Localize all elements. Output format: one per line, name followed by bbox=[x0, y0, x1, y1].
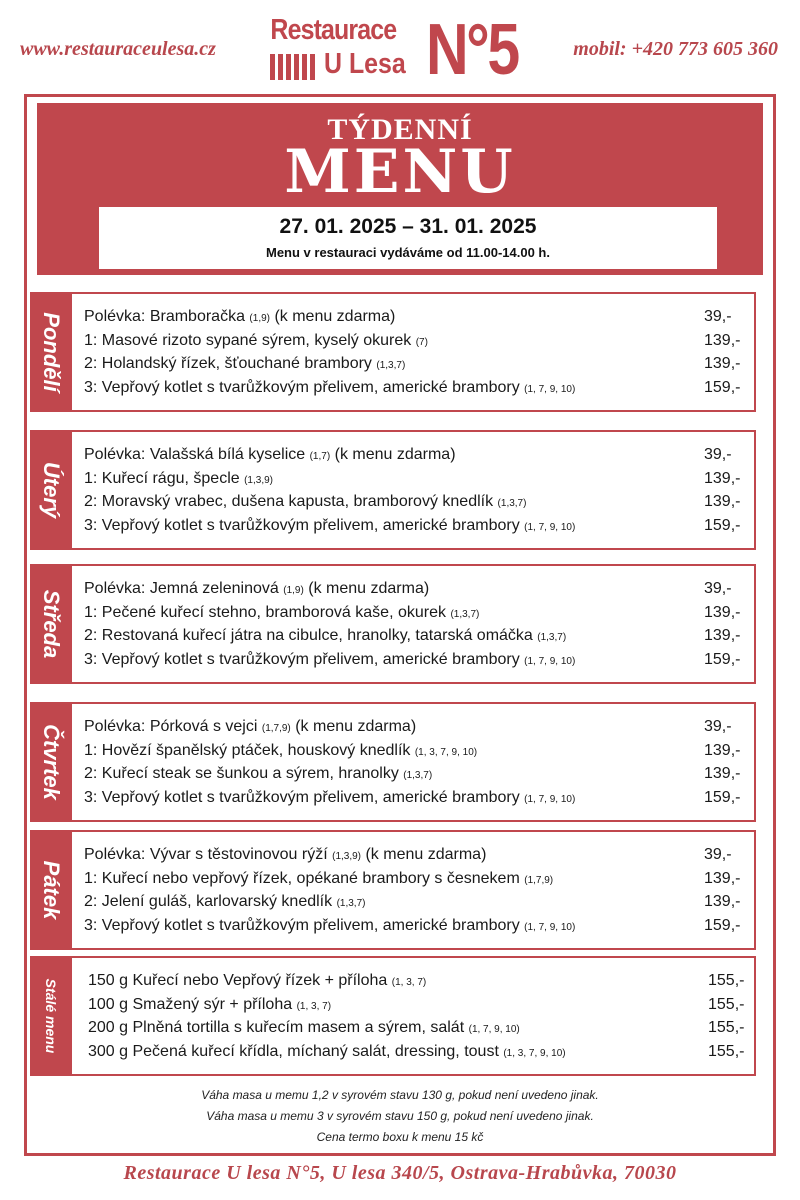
price: 139,- bbox=[704, 469, 741, 487]
phone-number: mobil: +420 773 605 360 bbox=[573, 38, 778, 60]
dish-note: (k menu zdarma) bbox=[334, 446, 456, 463]
banner-title-top: TÝDENNÍ bbox=[327, 113, 473, 146]
menu-item bbox=[84, 493, 744, 517]
menu-item bbox=[84, 604, 744, 628]
standing-menu-section bbox=[30, 956, 756, 1076]
serving-hours: Menu v restauraci vydáváme od 11.00-14.00 h. bbox=[266, 245, 550, 260]
menu-item bbox=[84, 893, 744, 917]
dish-name: 3: Vepřový kotlet s tvarůžkovým přelivem, americké brambory bbox=[84, 516, 520, 534]
dish-name: Polévka: Vývar s těstovinovou rýží bbox=[84, 846, 328, 863]
dish-name: 300 g Pečená kuřecí křídla, míchaný salát, dressing, toust bbox=[88, 1042, 499, 1060]
price: 139,- bbox=[704, 603, 741, 621]
menu-item bbox=[84, 846, 744, 870]
price: 159,- bbox=[704, 650, 741, 668]
day-tab bbox=[30, 956, 72, 1076]
menu-item bbox=[88, 1043, 744, 1067]
day-label: Úterý bbox=[39, 461, 64, 519]
price: 159,- bbox=[704, 516, 741, 534]
allergens: (1,9) bbox=[283, 585, 304, 596]
dish-name: 1: Kuřecí nebo vepřový řízek, opékané brambory s česnekem bbox=[84, 869, 520, 887]
price: 155,- bbox=[708, 972, 745, 989]
banner-title-main: MENU bbox=[284, 137, 516, 207]
dish-name: 150 g Kuřecí nebo Vepřový řízek + příloha bbox=[88, 972, 388, 989]
menu-item bbox=[84, 446, 744, 470]
allergens: (1,7,9) bbox=[524, 874, 554, 886]
allergens: (1,3,9) bbox=[244, 474, 273, 486]
meat-weight-note-1: Váha masa u memu 1,2 v syrovém stavu 130 g, pokud není uvedeno jinak. bbox=[201, 1088, 599, 1102]
dish-note: (k menu zdarma) bbox=[365, 846, 487, 863]
allergens: (1,3,7) bbox=[376, 360, 406, 371]
allergens: (1,9) bbox=[249, 313, 270, 324]
menu-item bbox=[84, 870, 744, 894]
day-label: Středa bbox=[39, 589, 64, 659]
price: 39,- bbox=[704, 718, 732, 735]
allergens: (1, 7, 9, 10) bbox=[524, 793, 576, 805]
dish-name: 200 g Plněná tortilla s kuřecím masem a sýrem, salát bbox=[88, 1019, 465, 1036]
logo-number: N°5 bbox=[426, 10, 518, 90]
dish-name: Polévka: Valašská bílá kyselice bbox=[84, 446, 306, 463]
day-section-utery bbox=[30, 430, 756, 550]
dish-name: 2: Holandský řízek, šťouchané brambory bbox=[84, 355, 372, 372]
price: 139,- bbox=[704, 869, 741, 887]
website-url[interactable]: www.restauraceulesa.cz bbox=[20, 38, 216, 60]
menu-item bbox=[84, 627, 744, 651]
price: 159,- bbox=[704, 378, 741, 396]
thermo-box-note: Cena termo boxu k menu 15 kč bbox=[316, 1130, 484, 1144]
logo-line2: U Lesa bbox=[324, 48, 406, 80]
price: 139,- bbox=[704, 627, 741, 644]
day-label: Stálé menu bbox=[43, 978, 59, 1054]
menu-item bbox=[84, 765, 744, 789]
allergens: (1,3,7) bbox=[537, 632, 567, 643]
menu-item bbox=[84, 580, 744, 604]
price: 39,- bbox=[704, 308, 732, 325]
dish-name: 3: Vepřový kotlet s tvarůžkovým přelivem, americké brambory bbox=[84, 378, 520, 396]
allergens: (1, 3, 7, 9, 10) bbox=[414, 746, 478, 758]
day-tab bbox=[30, 564, 72, 684]
menu-item bbox=[84, 332, 744, 356]
meat-weight-note-2: Váha masa u memu 3 v syrovém stavu 150 g, pokud není uvedeno jinak. bbox=[206, 1109, 594, 1123]
dish-name: 2: Moravský vrabec, dušena kapusta, bramborový knedlík bbox=[84, 493, 494, 510]
price: 155,- bbox=[708, 1042, 745, 1060]
dish-name: 3: Vepřový kotlet s tvarůžkovým přelivem, americké brambory bbox=[84, 916, 520, 934]
menu-item bbox=[84, 379, 744, 403]
allergens: (1,3,7) bbox=[450, 608, 480, 620]
dish-note: (k menu zdarma) bbox=[274, 308, 396, 325]
allergens: (1, 3, 7) bbox=[391, 977, 427, 988]
dish-note: (k menu zdarma) bbox=[295, 718, 417, 735]
day-section-patek bbox=[30, 830, 756, 950]
day-tab bbox=[30, 702, 72, 822]
allergens: (1, 7, 9, 10) bbox=[524, 383, 576, 395]
menu-item bbox=[88, 996, 744, 1020]
day-tab bbox=[30, 430, 72, 550]
dish-name: 2: Restovaná kuřecí játra na cibulce, hranolky, tatarská omáčka bbox=[84, 627, 533, 644]
day-tab bbox=[30, 830, 72, 950]
restaurant-logo bbox=[268, 10, 530, 90]
dish-name: 3: Vepřový kotlet s tvarůžkovým přelivem, americké brambory bbox=[84, 650, 520, 668]
day-tab bbox=[30, 292, 72, 412]
menu-item bbox=[84, 308, 744, 332]
dish-note: (k menu zdarma) bbox=[308, 580, 430, 597]
allergens: (1, 7, 9, 10) bbox=[524, 655, 576, 667]
dish-name: 1: Pečené kuřecí stehno, bramborová kaše, okurek bbox=[84, 603, 446, 621]
allergens: (1,3,7) bbox=[497, 498, 527, 509]
day-label: Pátek bbox=[39, 860, 64, 920]
day-label: Pondělí bbox=[39, 312, 64, 392]
dish-name: 2: Kuřecí steak se šunkou a sýrem, hranolky bbox=[84, 765, 399, 782]
allergens: (1,3,9) bbox=[332, 851, 362, 862]
dish-name: 1: Masové rizoto sypané sýrem, kyselý okurek bbox=[84, 331, 412, 349]
date-range: 27. 01. 2025 – 31. 01. 2025 bbox=[279, 215, 537, 238]
dish-name: Polévka: Pórková s vejci bbox=[84, 718, 258, 735]
price: 155,- bbox=[708, 1019, 745, 1036]
price: 39,- bbox=[704, 846, 732, 863]
allergens: (1,3,7) bbox=[336, 898, 366, 909]
menu-item bbox=[88, 1019, 744, 1043]
menu-item bbox=[84, 718, 744, 742]
allergens: (1, 7, 9, 10) bbox=[524, 921, 576, 933]
allergens: (1, 7, 9, 10) bbox=[468, 1024, 520, 1035]
price: 159,- bbox=[704, 788, 741, 806]
allergens: (1,7,9) bbox=[261, 723, 291, 734]
dish-name: Polévka: Bramboračka bbox=[84, 308, 245, 325]
price: 139,- bbox=[704, 355, 741, 372]
logo-line1: Restaurace bbox=[270, 14, 397, 46]
allergens: (7) bbox=[415, 336, 428, 348]
allergens: (1, 7, 9, 10) bbox=[524, 521, 576, 533]
dish-name: Polévka: Jemná zeleninová bbox=[84, 580, 279, 597]
dish-name: 1: Hovězí španělský ptáček, houskový knedlík bbox=[84, 741, 411, 759]
allergens: (1, 3, 7, 9, 10) bbox=[503, 1047, 566, 1059]
menu-item bbox=[84, 517, 744, 541]
price: 159,- bbox=[704, 916, 741, 934]
menu-item bbox=[84, 742, 744, 766]
day-section-streda bbox=[30, 564, 756, 684]
price: 139,- bbox=[704, 741, 741, 759]
dish-name: 100 g Smažený sýr + příloha bbox=[88, 995, 293, 1013]
menu-item bbox=[88, 972, 744, 996]
price: 155,- bbox=[708, 995, 745, 1013]
dish-name: 3: Vepřový kotlet s tvarůžkovým přelivem, americké brambory bbox=[84, 788, 520, 806]
day-label: Čtvrtek bbox=[39, 724, 64, 800]
menu-item bbox=[84, 917, 744, 941]
menu-item bbox=[84, 470, 744, 494]
price: 39,- bbox=[704, 446, 732, 463]
day-section-pondeli bbox=[30, 292, 756, 412]
allergens: (1,7) bbox=[309, 451, 331, 462]
menu-banner bbox=[37, 103, 763, 275]
allergens: (1,3,7) bbox=[403, 770, 433, 781]
menu-item bbox=[84, 789, 744, 813]
allergens: (1, 3, 7) bbox=[296, 1000, 332, 1012]
dish-name: 2: Jelení guláš, karlovarský knedlík bbox=[84, 893, 333, 910]
menu-item bbox=[84, 651, 744, 675]
day-section-ctvrtek bbox=[30, 702, 756, 822]
price: 39,- bbox=[704, 580, 732, 597]
price: 139,- bbox=[704, 493, 741, 510]
price: 139,- bbox=[704, 893, 741, 910]
price: 139,- bbox=[704, 331, 741, 349]
price: 139,- bbox=[704, 765, 741, 782]
dish-name: 1: Kuřecí rágu, špecle bbox=[84, 469, 240, 487]
footer-address: Restaurace U lesa N°5, U lesa 340/5, Ostrava-Hrabůvka, 70030 bbox=[123, 1162, 677, 1184]
date-box bbox=[99, 207, 717, 269]
logo-bars-icon bbox=[270, 54, 318, 80]
menu-item bbox=[84, 355, 744, 379]
